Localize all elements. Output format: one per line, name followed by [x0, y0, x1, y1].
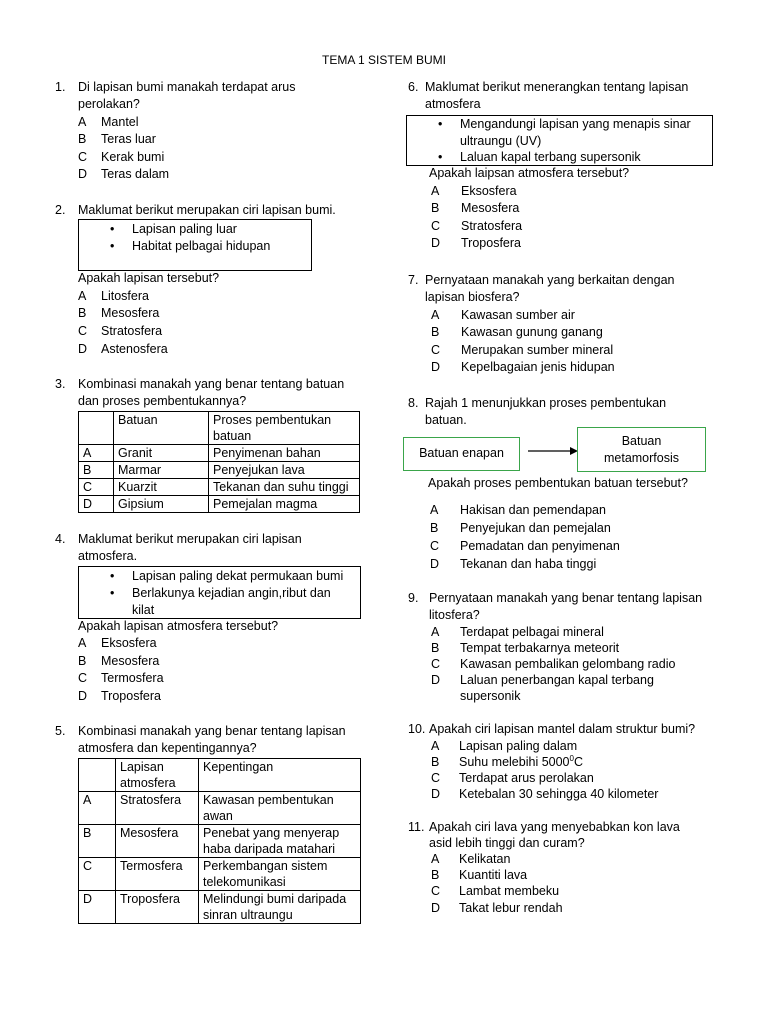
table-row[interactable]: D Gipsium Pemejalan magma	[79, 496, 360, 513]
question-text: lapisan biosfera?	[425, 290, 520, 304]
diagram-label: Batuan enapan	[419, 446, 504, 460]
column-header: Kepentingan	[199, 759, 361, 792]
question-7: 7. Pernyataan manakah yang berkaitan dengan lapisan biosfera? A Kawasan sumber air B Kawasan gunung ganang C Merupakan sumber mineral D Kepelbagaian jenis hidupan	[408, 273, 675, 374]
question-text: Pernyataan manakah yang berkaitan dengan	[425, 273, 675, 287]
table-row[interactable]: D Troposfera Melindungi bumi daripada sinran ultraungu	[79, 891, 361, 924]
question-6-options: Apakah laipsan atmosfera tersebut? A Eksosfera B Mesosfera C Stratosfera D Troposfera	[429, 166, 630, 250]
question-11: 11. Apakah ciri lava yang menyebabkan kon lava asid lebih tinggi dan curam? A Kelikatan B Kuantiti lava C Lambat membeku D Takat lebur rendah	[408, 820, 680, 915]
arrow-icon	[528, 445, 578, 457]
table-row[interactable]: A Granit Penyimenan bahan	[79, 445, 360, 462]
question-10: 10. Apakah ciri lapisan mantel dalam struktur bumi? A Lapisan paling dalam B Suhu melebihi 5000$^0$C C Terdapat arus perolakan D Ketebalan 30 sehingga 40 kilometer	[408, 722, 696, 801]
table-row[interactable]: A Stratosfera Kawasan pembentukan awan	[79, 792, 361, 825]
question-text: Maklumat berikut merupakan ciri lapisan bumi.	[78, 203, 336, 217]
question-3	[55, 376, 375, 412]
info-box	[78, 219, 312, 271]
bullet-item: • Berlakunya kejadian angin,ribut dan kilat	[132, 585, 347, 619]
question-number: 2.	[55, 203, 66, 217]
bullet-item: • Laluan kapal terbang supersonik	[460, 149, 641, 166]
question-text: Rajah 1 menunjukkan proses pembentukan	[425, 396, 667, 410]
question-text: dan proses pembentukannya?	[78, 394, 247, 408]
question-number: 8.	[408, 396, 419, 410]
question-number: 6.	[408, 80, 419, 94]
question-prompt: Apakah lapisan atmosfera tersebut?	[78, 619, 279, 633]
question-number: 1.	[55, 80, 66, 94]
question-text: Kombinasi manakah yang benar tentang lapisan	[78, 724, 346, 738]
table-header-row	[79, 412, 360, 445]
question-text: Maklumat berikut merupakan ciri lapisan	[78, 532, 302, 546]
bullet-item: • Habitat pelbagai hidupan	[132, 238, 270, 255]
question-8-options: Apakah proses pembentukan batuan tersebut? A Hakisan dan pemendapan B Penyejukan dan pemejalan C Pemadatan dan penyimenan D Tekanan dan haba tinggi	[428, 476, 688, 571]
column-header: Batuan	[114, 412, 209, 445]
question-9: 9. Pernyataan manakah yang benar tentang lapisan litosfera? A Terdapat pelbagai mineral B Tempat terbakarnya meteorit C Kawasan pembalikan gelombang radio D Laluan penerbangan kapal terbang supersonik	[408, 591, 703, 703]
question-6	[408, 79, 728, 115]
diagram-box-metamorphic	[577, 427, 706, 472]
question-text: perolakan?	[78, 97, 140, 111]
option-d-continuation: supersonik	[460, 689, 521, 703]
question-number: 7.	[408, 273, 419, 287]
bullet-item: • Mengandungi lapisan yang menapis sinar ultraungu (UV)	[460, 116, 710, 150]
question-text: Apakah ciri lapisan mantel dalam struktur bumi?	[429, 722, 696, 736]
diagram-box-sedimentary	[403, 437, 520, 471]
question-text: batuan.	[425, 413, 467, 427]
question-prompt: Apakah proses pembentukan batuan tersebut?	[428, 476, 688, 490]
question-4	[55, 531, 375, 567]
question-text: Apakah ciri lava yang menyebabkan kon lava	[429, 820, 680, 834]
question-number: 3.	[55, 377, 66, 391]
question-4-options: Apakah lapisan atmosfera tersebut? A Eksosfera B Mesosfera C Termosfera D Troposfera	[78, 619, 279, 703]
question-number: 9.	[408, 591, 419, 605]
table-header-row	[79, 759, 361, 792]
column-header: Proses pembentukan batuan	[209, 412, 360, 445]
question-text: litosfera?	[429, 608, 480, 622]
question-prompt: Apakah lapisan tersebut?	[78, 271, 220, 285]
table-row[interactable]: C Kuarzit Tekanan dan suhu tinggi	[79, 479, 360, 496]
question-text: Pernyataan manakah yang benar tentang lapisan	[429, 591, 703, 605]
column-header: Lapisan atmosfera	[116, 759, 199, 792]
page-title: TEMA 1 SISTEM BUMI	[321, 53, 447, 67]
question-8	[408, 395, 728, 431]
question-text: Di lapisan bumi manakah terdapat arus	[78, 80, 296, 94]
info-box	[406, 115, 713, 166]
table-row[interactable]: B Marmar Penyejukan lava	[79, 462, 360, 479]
info-box	[78, 566, 361, 619]
table-row[interactable]: B Mesosfera Penebat yang menyerap haba daripada matahari	[79, 825, 361, 858]
question-prompt: Apakah laipsan atmosfera tersebut?	[429, 166, 630, 180]
question-number: 10.	[408, 722, 426, 736]
bullet-item: • Lapisan paling luar	[132, 221, 237, 238]
answer-table	[78, 758, 361, 924]
question-number: 4.	[55, 532, 66, 546]
question-text: atmosfera dan kepentingannya?	[78, 741, 257, 755]
question-2-options: Apakah lapisan tersebut? A Litosfera B Mesosfera C Stratosfera D Astenosfera	[78, 271, 220, 356]
question-number: 11.	[408, 820, 425, 834]
question-number: 5.	[55, 724, 66, 738]
bullet-item: • Lapisan paling dekat permukaan bumi	[132, 568, 343, 585]
table-row[interactable]: C Termosfera Perkembangan sistem telekomunikasi	[79, 858, 361, 891]
diagram-label: Batuan	[621, 434, 662, 448]
question-text: atmosfera.	[78, 549, 138, 563]
answer-table	[78, 411, 360, 513]
question-text: asid lebih tinggi dan curam?	[429, 836, 585, 850]
question-text: Maklumat berikut menerangkan tentang lapisan	[425, 80, 689, 94]
question-text: Kombinasi manakah yang benar tentang batuan	[78, 377, 345, 391]
question-text: atmosfera	[425, 97, 481, 111]
diagram-label: metamorfosis	[603, 451, 680, 465]
question-1: 1. Di lapisan bumi manakah terdapat arus perolakan? A Mantel B Teras luar C Kerak bumi D Teras dalam	[55, 80, 296, 181]
question-5	[55, 723, 375, 759]
